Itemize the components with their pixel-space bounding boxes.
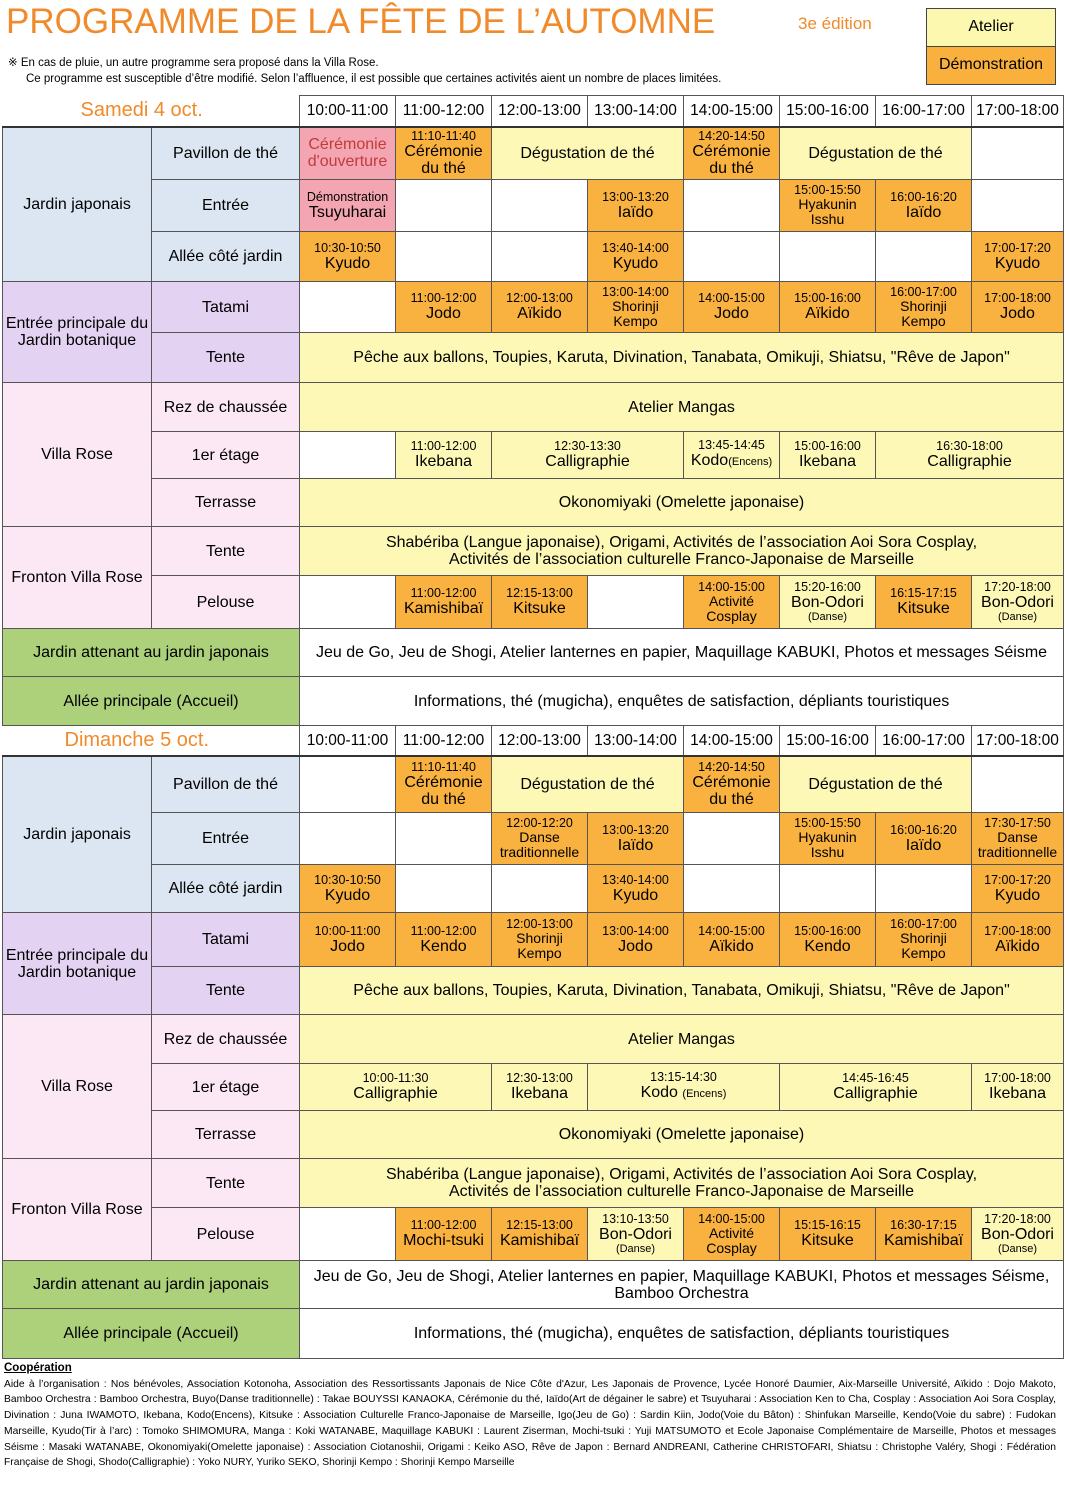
sub-tente: Tente [152, 1159, 300, 1208]
event-cell [492, 1208, 588, 1261]
change-note: Ce programme est susceptible d’être modifié. Selon l’affluence, il est possible que certaines activités aient un nombre de places limitées. [26, 73, 722, 85]
event-name: Kitsuke [513, 600, 566, 617]
event-name: Kodo [690, 452, 729, 469]
event-cell [780, 282, 876, 333]
event-time: 14:20-14:50 [698, 759, 765, 774]
event-cell [300, 913, 396, 967]
sub-entree: Entrée [152, 813, 300, 865]
event-cell [876, 432, 1064, 479]
event-time: 12:00-13:00 [506, 917, 573, 931]
event-name: Cérémonie du thé [692, 142, 771, 177]
event-name: Hyakunin Isshu [798, 829, 857, 860]
event-time: 13:40-14:00 [602, 240, 669, 255]
event-cell [300, 1064, 492, 1111]
event-cell [972, 1064, 1064, 1111]
event-time: 12:00-12:20 [506, 816, 573, 830]
event-cell [684, 756, 780, 813]
event-name: Tsuyuharai [308, 203, 387, 221]
event-name: Activité Cosplay [706, 592, 757, 624]
sub-rez: Rez de chaussée [152, 383, 300, 432]
event-cell [588, 865, 684, 913]
edition-label: 3e édition [798, 14, 872, 33]
event-note: (Encens) [728, 456, 773, 468]
empty-cell [876, 865, 972, 913]
hour-header: 16:00-17:00 [876, 96, 972, 127]
event-note: (Danse) [615, 1242, 656, 1255]
event-cell [684, 576, 780, 629]
event-cell [972, 1208, 1064, 1261]
event-name: Cérémonie du thé [692, 773, 771, 808]
sub-rez: Rez de chaussée [152, 1015, 300, 1064]
event-time: 16:15-17:15 [890, 586, 957, 600]
event-time: 17:30-17:50 [984, 816, 1051, 830]
hour-header: 13:00-14:00 [588, 96, 684, 127]
sub-entree: Entrée [152, 180, 300, 232]
event-note: (Encens) [682, 1088, 727, 1100]
event-cell [780, 1064, 972, 1111]
event-name: Aïkido [995, 937, 1040, 955]
event-cell [780, 180, 876, 232]
event-name: Danse traditionnelle [977, 829, 1058, 860]
event-cell [780, 1208, 876, 1261]
event-name: Bon-Odori [981, 593, 1054, 611]
event-time: 13:00-14:00 [602, 284, 669, 299]
event-name: Shorinji Kempo [612, 297, 659, 329]
event-time: 13:40-14:00 [602, 872, 669, 887]
event-name: Kendo [804, 937, 851, 955]
event-cell [492, 1064, 588, 1111]
event-name: Kodo [640, 1084, 678, 1101]
hour-header: 10:00-11:00 [300, 726, 396, 756]
empty-cell [300, 576, 396, 629]
event-cell [300, 127, 396, 180]
hour-header: 12:00-13:00 [492, 96, 588, 127]
hour-header: 16:00-17:00 [876, 726, 972, 756]
empty-cell [300, 282, 396, 333]
event-name: Shorinji Kempo [900, 297, 947, 329]
event-cell: Pêche aux ballons, Toupies, Karuta, Divination, Tanabata, Omikuji, Shiatsu, "Rêve de Japon" [300, 967, 1064, 1015]
sub-tente: Tente [152, 527, 300, 576]
sub-pelouse: Pelouse [152, 1208, 300, 1261]
event-cell [972, 576, 1064, 629]
hour-header: 14:00-15:00 [684, 726, 780, 756]
event-name: Kyudo [324, 886, 371, 904]
event-name: Ikebana [799, 453, 856, 470]
sub-etage: 1er étage [152, 432, 300, 479]
event-time: 13:00-13:20 [602, 822, 669, 837]
event-cell [588, 913, 684, 967]
event-cell [780, 576, 876, 629]
event-note: (Danse) [807, 610, 848, 623]
event-name: Kyudo [612, 254, 659, 272]
event-cell [780, 913, 876, 967]
hour-header: 15:00-16:00 [780, 726, 876, 756]
event-cell: Jeu de Go, Jeu de Shogi, Atelier lanternes en papier, Maquillage KABUKI, Photos et messages Séisme [300, 629, 1064, 677]
empty-cell [588, 576, 684, 629]
event-time: 10:30-10:50 [314, 240, 381, 255]
event-time: 13:10-13:50 [602, 1211, 669, 1226]
event-time: 15:00-16:00 [794, 439, 861, 453]
event-name: Hyakunin Isshu [798, 196, 857, 227]
sub-tatami: Tatami [152, 282, 300, 333]
event-cell [684, 282, 780, 333]
event-time: 17:00-18:00 [984, 291, 1051, 305]
empty-cell [300, 813, 396, 865]
event-cell: Pêche aux ballons, Toupies, Karuta, Divination, Tanabata, Omikuji, Shiatsu, "Rêve de Japon" [300, 333, 1064, 383]
event-cell [300, 527, 1064, 576]
event-cell [396, 1208, 492, 1261]
event-name: Iaïdo [905, 836, 942, 854]
area-villa-rose: Villa Rose [3, 383, 152, 527]
area-entree-principale: Entrée principale du Jardin botanique [3, 282, 152, 383]
event-cell [300, 232, 396, 282]
event-cell: Dégustation de thé [780, 756, 972, 813]
event-name: Mochi-tsuki [403, 1232, 484, 1249]
event-time: 10:00-11:30 [362, 1071, 429, 1085]
event-cell [396, 756, 492, 813]
event-name: Kyudo [994, 254, 1041, 272]
event-cell [588, 180, 684, 232]
event-name-wrap [589, 1084, 778, 1103]
event-note: (Danse) [997, 610, 1038, 623]
area-jardin-japonais: Jardin japonais [3, 756, 152, 913]
empty-cell [492, 180, 588, 232]
event-line: Activités de l’association culturelle Franco-Japonaise de Marseille [448, 1183, 915, 1200]
event-cell [588, 282, 684, 333]
event-cell [684, 913, 780, 967]
sub-tatami: Tatami [152, 913, 300, 967]
event-time: 17:20-18:00 [984, 1211, 1051, 1226]
event-name: Bon-Odori [981, 1225, 1054, 1243]
event-time: 16:00-17:00 [890, 917, 957, 931]
area-fronton: Fronton Villa Rose [3, 527, 152, 629]
event-time: 17:00-17:20 [984, 240, 1051, 255]
empty-cell [684, 180, 780, 232]
event-time: 13:00-13:20 [602, 189, 669, 204]
event-note: (Danse) [997, 1242, 1038, 1255]
page-title: PROGRAMME DE LA FÊTE DE L’AUTOMNE [6, 2, 716, 41]
empty-cell [684, 865, 780, 913]
event-time: 11:00-12:00 [410, 439, 477, 453]
event-name-wrap [685, 452, 778, 471]
area-jardin-attenant: Jardin attenant au jardin japonais [3, 629, 300, 677]
sub-terrasse: Terrasse [152, 479, 300, 527]
event-time: 12:30-13:30 [554, 439, 621, 453]
event-name: Jodo [618, 937, 653, 955]
event-cell [300, 1159, 1064, 1208]
event-cell [588, 813, 684, 865]
event-time: 17:00-18:00 [984, 1071, 1051, 1085]
sub-etage: 1er étage [152, 1064, 300, 1111]
event-cell [492, 813, 588, 865]
sub-terrasse: Terrasse [152, 1111, 300, 1159]
event-time: 16:00-17:00 [890, 284, 957, 299]
event-time: 13:00-14:00 [602, 923, 669, 938]
area-jardin-attenant: Jardin attenant au jardin japonais [3, 1261, 300, 1309]
event-name: Calligraphie [545, 453, 630, 470]
event-name: Aïkido [709, 937, 754, 955]
event-cell: Atelier Mangas [300, 383, 1064, 432]
event-cell [876, 913, 972, 967]
hour-header: 11:00-12:00 [396, 726, 492, 756]
hour-header: 13:00-14:00 [588, 726, 684, 756]
event-cell: Informations, thé (mugicha), enquêtes de satisfaction, dépliants touristiques [300, 1309, 1064, 1359]
event-cell [780, 813, 876, 865]
saturday-schedule [2, 95, 1064, 726]
event-cell [684, 127, 780, 180]
event-time: 13:15-14:30 [650, 1070, 717, 1084]
event-cell [492, 432, 684, 479]
cooperation-text: Aide à l’organisation : Nos bénévoles, Association Kotonoha, Association des Ressortissants Japonais de Nice Côte d'Azur, Les Japonais de Provence, Lycée Honoré Daumier, Aix-Marseille Université, Aïkido : Dojo Makoto, Bamboo Orchestra : Bamboo Orchestra, Buyo(Danse traditionnelle) : Takae BOUYSSI KANAOKA, Cérémonie du thé, Iaïdo(Art de dégainer le sabre) et Tsuyuharai : Association Ken to Cha, Cosplay : Association Aoi Sora Cosplay, Divination : Juna IWAMOTO, Ikebana, Kodo(Encens), Kitsuke : Association Culturelle Franco-Japonaise de Marseille, Igo(Jeu de Go) : Sardin Kiin, Jodo(Voie du Bâton) : Shinfukan Marseille, Kendo(Voie du sabre) : Fudokan Marseille, Kyudo(Tir à l’arc) : Tomoko SHIMOMURA, Manga : Koki WATANABE, Maquillage KABUKI : Laurent Ziserman, Mochi-tsuki : Yuji MATSUMOTO et Ecole Japonaise Complémentaire de Marseille, Photos et messages Séisme : Masaki WATANABE, Okonomiyaki(Omelette japonaise) : Association Ciotanoshii, Origami : Keiko ASO, Rêve de Japon : Bernard ANDREANI, Catherine CHRISTOFARI, Shiatsu : Christophe Valéry, Shogi : Fédération Française de Shogi, Shodo(Calligraphie) : Yoko NURY, Yuriko SEKO, Shorinji Kempo : Shorinji Kempo Marseille [4, 1378, 1056, 1469]
day-title: Dimanche 5 oct. [3, 726, 300, 756]
event-name: Jodo [1000, 305, 1035, 322]
event-name: Jodo [714, 305, 749, 322]
event-time: 15:00-16:00 [794, 923, 861, 938]
event-name: Activité Cosplay [706, 1224, 757, 1256]
event-cell [972, 232, 1064, 282]
empty-cell [780, 232, 876, 282]
empty-cell [780, 865, 876, 913]
event-time: 10:00-11:00 [314, 923, 381, 938]
event-time: 17:00-18:00 [984, 923, 1051, 938]
event-name: Calligraphie [927, 453, 1012, 470]
event-time: 11:00-12:00 [410, 291, 477, 305]
legend-atelier: Atelier [927, 9, 1055, 47]
event-cell [972, 813, 1064, 865]
event-cell: Dégustation de thé [492, 756, 684, 813]
event-cell [396, 913, 492, 967]
event-time: 15:00-15:50 [794, 816, 861, 830]
event-time: 11:00-12:00 [410, 923, 477, 938]
event-cell [684, 432, 780, 479]
area-entree-principale: Entrée principale du Jardin botanique [3, 913, 152, 1015]
empty-cell [972, 756, 1064, 813]
event-cell [492, 913, 588, 967]
event-name: Kamishibaï [883, 1232, 964, 1249]
event-line: Shabériba (Langue japonaise), Origami, Activités de l’association Aoi Sora Cosplay, [385, 534, 978, 551]
sub-tente: Tente [152, 967, 300, 1015]
event-name: Calligraphie [833, 1085, 918, 1102]
sunday-schedule [2, 725, 1064, 1359]
event-name: Kendo [420, 937, 467, 955]
event-time: 11:10-11:40 [411, 759, 476, 774]
event-name: Bon-Odori [791, 593, 864, 611]
event-cell [684, 1208, 780, 1261]
area-villa-rose: Villa Rose [3, 1015, 152, 1159]
event-time: 16:30-18:00 [936, 439, 1003, 453]
event-cell [876, 813, 972, 865]
event-time: 16:00-16:20 [890, 189, 957, 204]
hour-header: 11:00-12:00 [396, 96, 492, 127]
empty-cell [396, 232, 492, 282]
sub-allee: Allée côté jardin [152, 865, 300, 913]
empty-cell [972, 180, 1064, 232]
event-name: Cérémonie du thé [404, 142, 483, 177]
area-fronton: Fronton Villa Rose [3, 1159, 152, 1261]
event-time: 14:00-15:00 [698, 579, 765, 594]
event-name: Aïkido [517, 305, 562, 322]
event-cell: Dégustation de thé [780, 127, 972, 180]
hour-header: 17:00-18:00 [972, 96, 1064, 127]
empty-cell [396, 865, 492, 913]
legend-demonstration: Démonstration [927, 47, 1055, 85]
event-time: 15:00-15:50 [794, 183, 861, 197]
event-cell: Informations, thé (mugicha), enquêtes de satisfaction, dépliants touristiques [300, 677, 1064, 726]
event-name: Kyudo [324, 254, 371, 272]
empty-cell [492, 232, 588, 282]
event-name: Shorinji Kempo [900, 930, 947, 961]
event-time: 11:10-11:40 [411, 128, 476, 143]
event-cell [588, 1064, 780, 1111]
event-time: 16:30-17:15 [890, 1218, 957, 1232]
legend [926, 8, 1056, 85]
event-time: 13:45-14:45 [698, 438, 765, 452]
event-cell [972, 865, 1064, 913]
event-name: Jodo [426, 305, 461, 322]
event-time: 14:45-16:45 [842, 1071, 909, 1085]
event-cell: Dégustation de thé [492, 127, 684, 180]
event-time: Démonstration [306, 189, 389, 204]
event-name: Kyudo [994, 886, 1041, 904]
event-cell [876, 576, 972, 629]
event-cell [396, 282, 492, 333]
area-allee-principale: Allée principale (Accueil) [3, 1309, 300, 1359]
event-time: 14:00-15:00 [698, 291, 765, 305]
event-line: Bamboo Orchestra [614, 1284, 749, 1302]
event-cell [588, 1208, 684, 1261]
event-cell [876, 282, 972, 333]
event-name: Aïkido [805, 305, 850, 322]
event-cell: Okonomiyaki (Omelette japonaise) [300, 1111, 1064, 1159]
hour-header: 15:00-16:00 [780, 96, 876, 127]
cooperation-section [4, 1361, 1056, 1471]
hour-header: 10:00-11:00 [300, 96, 396, 127]
event-cell [300, 180, 396, 232]
event-time: 17:00-17:20 [984, 872, 1051, 887]
empty-cell [300, 756, 396, 813]
event-cell: Atelier Mangas [300, 1015, 1064, 1064]
page-header [0, 0, 1065, 92]
event-cell [972, 282, 1064, 333]
event-time: 12:15-13:00 [506, 1218, 573, 1232]
event-name: Iaïdo [617, 203, 654, 221]
event-cell: Okonomiyaki (Omelette japonaise) [300, 479, 1064, 527]
event-time: 10:30-10:50 [314, 872, 381, 887]
hour-header: 14:00-15:00 [684, 96, 780, 127]
event-cell [588, 232, 684, 282]
event-cell [972, 913, 1064, 967]
event-time: 11:00-12:00 [410, 1218, 477, 1232]
event-time: 14:20-14:50 [698, 128, 765, 143]
event-name: Shorinji Kempo [516, 930, 563, 961]
event-name: Jodo [330, 937, 365, 955]
event-name: Iaïdo [617, 836, 654, 854]
area-jardin-japonais: Jardin japonais [3, 127, 152, 282]
event-name: Ikebana [989, 1085, 1046, 1102]
event-name: Bon-Odori [599, 1225, 672, 1243]
empty-cell [396, 813, 492, 865]
sub-allee: Allée côté jardin [152, 232, 300, 282]
event-name: Ikebana [511, 1085, 568, 1102]
event-cell [396, 432, 492, 479]
empty-cell [396, 180, 492, 232]
empty-cell [492, 865, 588, 913]
area-allee-principale: Allée principale (Accueil) [3, 677, 300, 726]
event-time: 14:00-15:00 [698, 923, 765, 938]
event-name: Kamishibaï [499, 1232, 580, 1249]
event-line: Jeu de Go, Jeu de Shogi, Atelier lanternes en papier, Maquillage KABUKI, Photos et messages Séisme, [313, 1267, 1050, 1285]
empty-cell [876, 232, 972, 282]
event-time: 15:00-16:00 [794, 291, 861, 305]
event-time: 12:00-13:00 [506, 291, 573, 305]
event-cell [876, 1208, 972, 1261]
event-cell [492, 576, 588, 629]
event-name: Calligraphie [353, 1085, 438, 1102]
event-time: 17:20-18:00 [984, 579, 1051, 594]
event-line: Activités de l’association culturelle Franco-Japonaise de Marseille [448, 551, 915, 568]
cooperation-heading: Coopération [4, 1362, 72, 1374]
event-cell [492, 282, 588, 333]
sub-tente: Tente [152, 333, 300, 383]
event-name: Kyudo [612, 886, 659, 904]
event-line: Shabériba (Langue japonaise), Origami, Activités de l’association Aoi Sora Cosplay, [385, 1166, 978, 1183]
event-name: Cérémonie d'ouverture [307, 136, 388, 171]
day-title: Samedi 4 oct. [3, 96, 300, 127]
event-cell [396, 576, 492, 629]
event-cell [780, 432, 876, 479]
event-name: Danse traditionnelle [499, 829, 580, 860]
event-time: 12:15-13:00 [506, 586, 573, 600]
event-cell [300, 1261, 1064, 1309]
hour-header: 12:00-13:00 [492, 726, 588, 756]
sub-pelouse: Pelouse [152, 576, 300, 629]
event-time: 15:15-16:15 [794, 1218, 861, 1232]
event-cell [396, 127, 492, 180]
event-name: Ikebana [415, 453, 472, 470]
empty-cell [684, 232, 780, 282]
empty-cell [300, 432, 396, 479]
event-time: 11:00-12:00 [410, 586, 477, 600]
empty-cell [972, 127, 1064, 180]
empty-cell [300, 1208, 396, 1261]
event-time: 16:00-16:20 [890, 822, 957, 837]
hour-header: 17:00-18:00 [972, 726, 1064, 756]
rain-note: ※ En cas de pluie, un autre programme sera proposé dans la Villa Rose. [8, 57, 379, 69]
event-time: 14:00-15:00 [698, 1211, 765, 1226]
event-cell [300, 865, 396, 913]
empty-cell [684, 813, 780, 865]
event-name: Kamishibaï [403, 600, 484, 617]
event-name: Kitsuke [897, 600, 950, 617]
sub-pavillon: Pavillon de thé [152, 127, 300, 180]
event-name: Cérémonie du thé [404, 773, 483, 808]
sub-pavillon: Pavillon de thé [152, 756, 300, 813]
event-time: 15:20-16:00 [794, 579, 861, 594]
event-cell [876, 180, 972, 232]
event-name: Iaïdo [905, 203, 942, 221]
event-time: 12:30-13:00 [506, 1071, 573, 1085]
event-name: Kitsuke [801, 1232, 854, 1249]
